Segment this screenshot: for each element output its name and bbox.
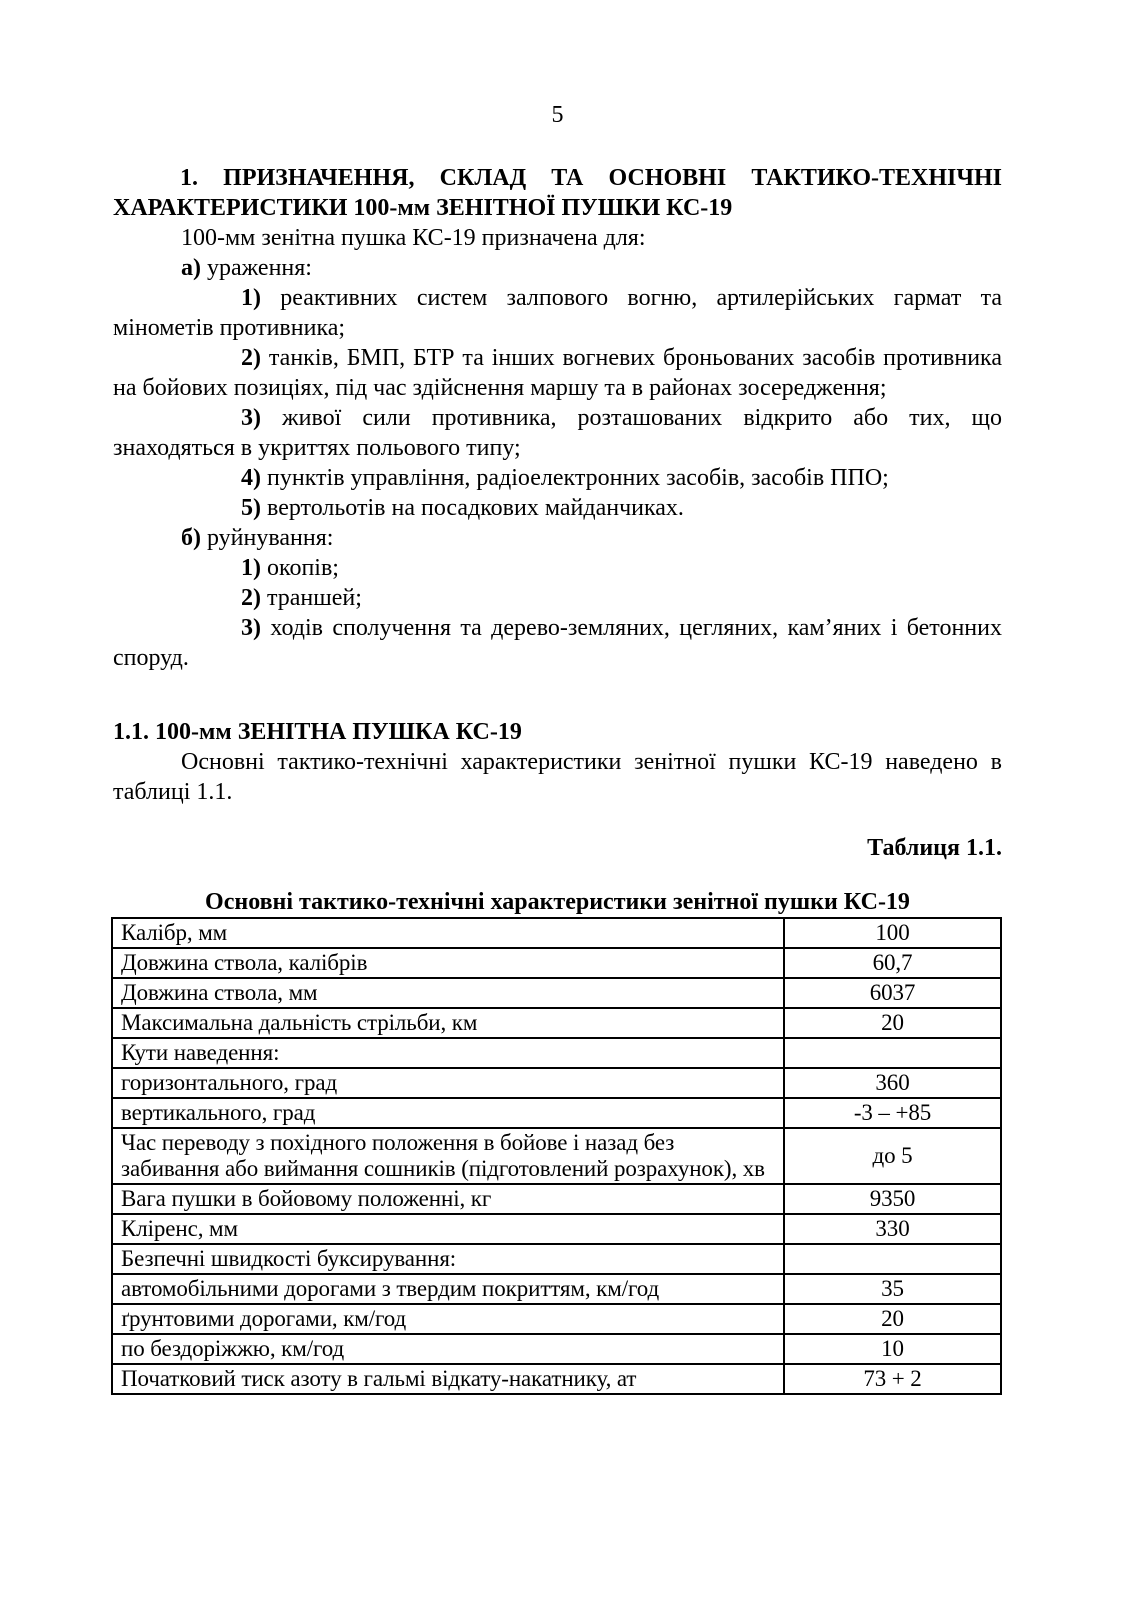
row-label: горизонтального, град (112, 1068, 784, 1098)
list-item-text: пунктів управління, радіоелектронних засобів, засобів ППО; (267, 465, 889, 491)
list-item-text: руйнування: (207, 525, 334, 551)
row-label: вертикального, град (112, 1098, 784, 1128)
row-value: 9350 (784, 1184, 1001, 1214)
table-row (112, 1304, 1001, 1334)
row-label: Кліренс, мм (112, 1214, 784, 1244)
table-ref-label: Таблиця 1.1. (867, 835, 1002, 861)
table-row (112, 1098, 1001, 1128)
list-item-text: траншей; (267, 585, 362, 611)
row-label: по бездоріжжю, км/год (112, 1334, 784, 1364)
list-item-text: ураження: (207, 255, 312, 281)
row-label: Безпечні швидкості буксирування: (112, 1244, 784, 1274)
table-row (112, 1274, 1001, 1304)
list-item-a5 (113, 493, 1002, 523)
row-label: Кути наведення: (112, 1038, 784, 1068)
section-paragraph: Основні тактико-технічні характеристики зенітної пушки КС-19 наведено в таблиці 1.1. (113, 749, 1002, 805)
list-marker: 3) (241, 405, 261, 431)
row-value: 330 (784, 1214, 1001, 1244)
list-item-b3 (113, 613, 1002, 673)
subsection-heading: 1.1. 100-мм ЗЕНІТНА ПУШКА КС-19 (113, 719, 522, 745)
table-row (112, 1244, 1001, 1274)
row-value: -3 – +85 (784, 1098, 1001, 1128)
list-item-b (113, 523, 1002, 553)
row-label: Початковий тиск азоту в гальмі відкату-накатнику, ат (112, 1364, 784, 1394)
row-label: Довжина ствола, мм (112, 978, 784, 1008)
row-label: Час переводу з похідного положення в бойове і назад без забивання або виймання сошників (підготовлений розрахунок), хв (112, 1128, 784, 1184)
table-row (112, 1214, 1001, 1244)
row-value (784, 1038, 1001, 1068)
row-label: автомобільними дорогами з твердим покриттям, км/год (112, 1274, 784, 1304)
list-marker: 2) (241, 585, 261, 611)
list-marker: 1) (241, 285, 261, 311)
row-label: Калібр, мм (112, 918, 784, 948)
row-value: 360 (784, 1068, 1001, 1098)
row-value: 35 (784, 1274, 1001, 1304)
list-item-text: вертольотів на посадкових майданчиках. (267, 495, 684, 521)
list-item-b2 (113, 583, 1002, 613)
table-row (112, 948, 1001, 978)
page-number: 5 (551, 102, 564, 128)
table-row (112, 1184, 1001, 1214)
row-value: 10 (784, 1334, 1001, 1364)
table-row (112, 918, 1001, 948)
list-item-b1 (113, 553, 1002, 583)
row-label: ґрунтовими дорогами, км/год (112, 1304, 784, 1334)
table-row (112, 978, 1001, 1008)
table-row (112, 1128, 1001, 1184)
row-label: Вага пушки в бойовому положенні, кг (112, 1184, 784, 1214)
list-item-text: окопів; (267, 555, 339, 581)
main-heading: 1. ПРИЗНАЧЕННЯ, СКЛАД ТА ОСНОВНІ ТАКТИКО-ТЕХНІЧНІ ХАРАКТЕРИСТИКИ 100-мм ЗЕНІТНОЇ ПУШКИ КС-19 (113, 165, 1002, 221)
table-title: Основні тактико-технічні характеристики зенітної пушки КС-19 (205, 889, 910, 915)
list-marker: б) (181, 525, 201, 551)
list-marker: 4) (241, 465, 261, 491)
row-value: до 5 (784, 1128, 1001, 1184)
list-item-a (113, 253, 1002, 283)
row-value: 20 (784, 1008, 1001, 1038)
characteristics-table (111, 917, 1002, 1395)
row-value: 100 (784, 918, 1001, 948)
table-row (112, 1334, 1001, 1364)
list-marker: 1) (241, 555, 261, 581)
row-label: Довжина ствола, калібрів (112, 948, 784, 978)
row-value (784, 1244, 1001, 1274)
list-marker: 2) (241, 345, 261, 371)
list-item-text: реактивних систем залпового вогню, артилерійських гармат та мінометів противника; (113, 285, 1002, 341)
list-marker: а) (181, 255, 201, 281)
list-item-a1 (113, 283, 1002, 343)
row-value: 60,7 (784, 948, 1001, 978)
table-row (112, 1364, 1001, 1394)
table-row (112, 1068, 1001, 1098)
row-value: 73 + 2 (784, 1364, 1001, 1394)
list-item-text: ходів сполучення та дерево-земляних, цегляних, кам’яних і бетонних споруд. (113, 615, 1002, 671)
list-item-a3 (113, 403, 1002, 463)
row-value: 6037 (784, 978, 1001, 1008)
list-item-text: танків, БМП, БТР та інших вогневих броньованих засобів противника на бойових позиціях, під час здійснення маршу та в районах зосередження; (113, 345, 1002, 401)
list-marker: 5) (241, 495, 261, 521)
row-value: 20 (784, 1304, 1001, 1334)
list-marker: 3) (241, 615, 261, 641)
row-label: Максимальна дальність стрільби, км (112, 1008, 784, 1038)
list-item-a2 (113, 343, 1002, 403)
list-item-text: живої сили противника, розташованих відкрито або тих, що знаходяться в укриттях польового типу; (113, 405, 1003, 461)
table-row (112, 1008, 1001, 1038)
list-item-a4 (113, 463, 1002, 493)
table-row (112, 1038, 1001, 1068)
intro-paragraph: 100-мм зенітна пушка КС-19 призначена для: (181, 225, 646, 251)
